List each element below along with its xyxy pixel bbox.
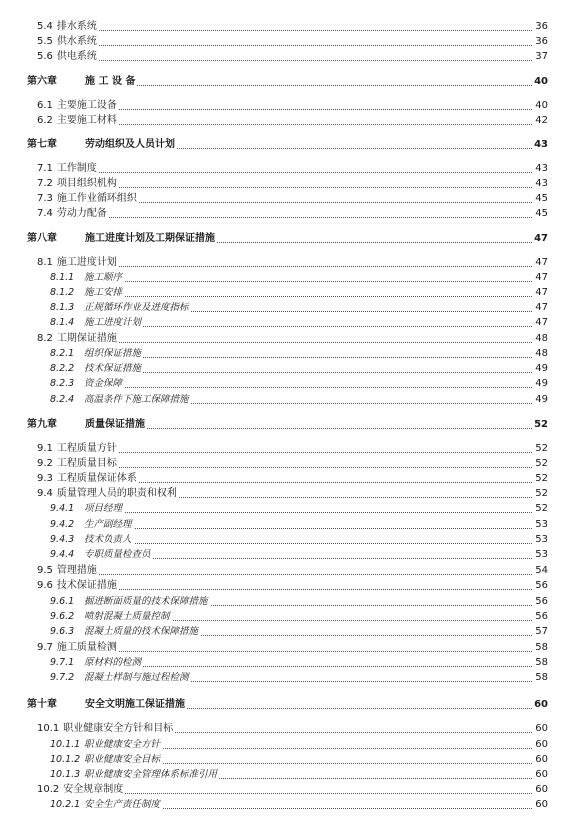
toc-entry-title: 管理措施 xyxy=(56,565,97,576)
toc-entry-number: 第七章 xyxy=(27,139,57,150)
toc-entry[interactable] xyxy=(0,113,581,128)
toc-entry[interactable] xyxy=(0,721,581,736)
toc-entry-number: 9.4 xyxy=(37,488,53,499)
toc-entry-number: 10.1.2 xyxy=(50,754,81,765)
toc-entry[interactable] xyxy=(0,361,581,376)
toc-entry-title: 安全规章制度 xyxy=(63,784,124,795)
toc-entry-title: 职业健康安全方针 xyxy=(84,739,161,750)
toc-entry-number: 9.1 xyxy=(37,443,53,454)
toc-entry-label xyxy=(37,578,119,593)
toc-entry-label xyxy=(37,34,99,49)
toc-entry-label xyxy=(50,547,153,562)
toc-entry[interactable] xyxy=(0,176,581,191)
toc-entry-number: 9.7 xyxy=(37,642,53,653)
toc-entry-label xyxy=(27,417,147,432)
toc-entry[interactable] xyxy=(0,471,581,486)
toc-entry[interactable] xyxy=(0,300,581,315)
toc-entry-label xyxy=(50,285,124,300)
toc-entry-title: 资金保障 xyxy=(84,378,123,389)
toc-entry-title: 劳动力配备 xyxy=(56,208,107,219)
toc-page-number: 42 xyxy=(535,115,548,126)
toc-page-number: 40 xyxy=(535,100,548,111)
toc-entry-number: 7.4 xyxy=(37,208,53,219)
toc-entry-label xyxy=(37,640,119,655)
toc-chapter-entry[interactable] xyxy=(0,417,581,432)
toc-page-number: 45 xyxy=(535,193,548,204)
toc-entry-label xyxy=(27,231,217,246)
toc-entry-label xyxy=(50,300,191,315)
toc-page-number: 52 xyxy=(535,503,548,514)
toc-page-number: 43 xyxy=(534,139,548,150)
toc-entry-label xyxy=(50,315,143,330)
toc-entry-title: 工期保证措施 xyxy=(56,333,117,344)
toc-entry-number: 8.2.4 xyxy=(50,394,75,405)
dot-leader xyxy=(50,296,548,297)
toc-entry-title: 职业健康安全目标 xyxy=(84,754,161,765)
toc-page-number: 52 xyxy=(535,443,548,454)
toc-entry-number: 9.6 xyxy=(37,580,53,591)
toc-entry-label xyxy=(37,456,119,471)
toc-entry[interactable] xyxy=(0,609,581,624)
toc-entry-number: 8.1 xyxy=(37,257,53,268)
toc-entry-label xyxy=(37,176,119,191)
toc-entry[interactable] xyxy=(0,34,581,49)
toc-entry-label xyxy=(37,161,99,176)
toc-entry[interactable] xyxy=(0,737,581,752)
toc-entry-title: 工程质量方针 xyxy=(56,443,117,454)
toc-entry-number: 第九章 xyxy=(27,419,57,430)
toc-page-number: 58 xyxy=(535,672,548,683)
toc-entry[interactable] xyxy=(0,501,581,516)
toc-entry[interactable] xyxy=(0,441,581,456)
toc-page-number: 53 xyxy=(535,549,548,560)
toc-entry-title: 主要施工设备 xyxy=(56,100,117,111)
toc-entry-label xyxy=(37,19,99,34)
toc-entry[interactable] xyxy=(0,270,581,285)
toc-page-number: 45 xyxy=(535,208,548,219)
toc-entry[interactable] xyxy=(0,532,581,547)
toc-entry-number: 第八章 xyxy=(27,233,57,244)
toc-entry-title: 项目经理 xyxy=(84,503,123,514)
toc-entry-title: 生产副经理 xyxy=(84,519,132,530)
toc-entry-label xyxy=(50,609,172,624)
toc-page-number: 43 xyxy=(535,163,548,174)
toc-entry-label xyxy=(37,471,139,486)
toc-entry[interactable] xyxy=(0,782,581,797)
toc-entry[interactable] xyxy=(0,563,581,578)
toc-entry-label xyxy=(50,270,124,285)
toc-chapter-entry[interactable] xyxy=(0,697,581,712)
toc-entry-number: 9.3 xyxy=(37,473,53,484)
toc-entry-title: 工程质量保证体系 xyxy=(56,473,137,484)
toc-entry-number: 10.2.1 xyxy=(50,799,81,810)
toc-entry-number: 第十章 xyxy=(27,699,57,710)
toc-entry[interactable] xyxy=(0,49,581,64)
toc-entry-label xyxy=(37,721,175,736)
toc-page-number: 54 xyxy=(535,565,548,576)
toc-entry-label xyxy=(37,255,119,270)
toc-page-number: 36 xyxy=(535,36,548,47)
toc-entry-number: 9.6.3 xyxy=(50,626,75,637)
toc-entry-label xyxy=(50,752,162,767)
dot-leader xyxy=(37,60,548,61)
dot-leader xyxy=(37,45,548,46)
toc-entry-number: 5.5 xyxy=(37,36,53,47)
toc-page-number: 52 xyxy=(535,458,548,469)
toc-entry-title: 项目组织机构 xyxy=(56,178,117,189)
toc-entry-title: 施工进度计划 xyxy=(84,317,142,328)
toc-entry[interactable] xyxy=(0,315,581,330)
toc-entry-title: 组织保证措施 xyxy=(84,348,142,359)
toc-entry[interactable] xyxy=(0,392,581,407)
toc-entry[interactable] xyxy=(0,206,581,221)
toc-entry-number: 5.4 xyxy=(37,21,53,32)
toc-page-number: 48 xyxy=(535,333,548,344)
toc-entry-label xyxy=(27,137,177,152)
toc-entry-label xyxy=(37,563,99,578)
toc-entry-number: 6.2 xyxy=(37,115,53,126)
toc-entry-number: 7.1 xyxy=(37,163,53,174)
toc-entry-title: 混凝土质量的技术保障措施 xyxy=(84,626,199,637)
toc-page-number: 47 xyxy=(535,317,548,328)
toc-page-number: 48 xyxy=(535,348,548,359)
toc-entry-title: 劳动组织及人员计划 xyxy=(85,139,175,150)
toc-entry-number: 5.6 xyxy=(37,51,53,62)
toc-entry-title: 掘进断面质量的技术保障措施 xyxy=(84,596,208,607)
toc-entry[interactable] xyxy=(0,346,581,361)
toc-entry-label xyxy=(50,517,134,532)
toc-page-number: 53 xyxy=(535,519,548,530)
toc-entry-number: 9.7.2 xyxy=(50,672,75,683)
toc-entry-number: 9.4.4 xyxy=(50,549,75,560)
toc-entry-title: 技术保证措施 xyxy=(84,363,142,374)
toc-entry-label xyxy=(50,767,219,782)
toc-entry-label xyxy=(50,361,143,376)
toc-entry[interactable] xyxy=(0,547,581,562)
toc-entry[interactable] xyxy=(0,486,581,501)
toc-chapter-entry[interactable] xyxy=(0,231,581,246)
toc-entry-number: 9.5 xyxy=(37,565,53,576)
toc-entry-number: 9.4.2 xyxy=(50,519,75,530)
dot-leader xyxy=(50,512,548,513)
toc-entry-number: 7.2 xyxy=(37,178,53,189)
toc-entry-title: 施工质量检测 xyxy=(56,642,117,653)
toc-entry-title: 工作制度 xyxy=(56,163,97,174)
toc-entry-number: 9.4.3 xyxy=(50,534,75,545)
toc-entry[interactable] xyxy=(0,578,581,593)
toc-entry-number: 6.1 xyxy=(37,100,53,111)
toc-entry-number: 8.2.1 xyxy=(50,348,75,359)
toc-chapter-entry[interactable] xyxy=(0,137,581,152)
toc-page-number: 60 xyxy=(535,754,548,765)
toc-entry-title: 施工顺序 xyxy=(84,272,123,283)
toc-page-number: 60 xyxy=(535,739,548,750)
toc-entry[interactable] xyxy=(0,655,581,670)
toc-entry[interactable] xyxy=(0,98,581,113)
toc-entry[interactable] xyxy=(0,191,581,206)
toc-entry[interactable] xyxy=(0,255,581,270)
toc-entry-title: 施工进度计划 xyxy=(56,257,117,268)
toc-entry-number: 9.4.1 xyxy=(50,503,75,514)
toc-entry-title: 施 工 设 备 xyxy=(85,76,136,87)
toc-entry-number: 10.1.3 xyxy=(50,769,81,780)
toc-entry[interactable] xyxy=(0,670,581,685)
toc-page-number: 56 xyxy=(535,596,548,607)
toc-entry-title: 供电系统 xyxy=(56,51,97,62)
toc-page-number: 43 xyxy=(535,178,548,189)
toc-page-number: 60 xyxy=(535,723,548,734)
toc-entry-title: 原材料的检测 xyxy=(84,657,142,668)
toc-entry[interactable] xyxy=(0,594,581,609)
toc-entry-title: 质量管理人员的职责和权利 xyxy=(56,488,177,499)
toc-entry-title: 专职质量检查员 xyxy=(84,549,151,560)
toc-page-number: 58 xyxy=(535,657,548,668)
toc-entry-title: 供水系统 xyxy=(56,36,97,47)
toc-entry-title: 工程质量目标 xyxy=(56,458,117,469)
toc-entry-label xyxy=(50,376,124,391)
toc-page-number: 49 xyxy=(535,378,548,389)
toc-entry-number: 10.1 xyxy=(37,723,60,734)
toc-entry-number: 9.2 xyxy=(37,458,53,469)
toc-entry-title: 主要施工材料 xyxy=(56,115,117,126)
toc-page-number: 53 xyxy=(535,534,548,545)
toc-entry-label xyxy=(50,655,143,670)
toc-entry-label xyxy=(27,697,187,712)
toc-entry-label xyxy=(37,113,119,128)
toc-entry-title: 施工作业循环组织 xyxy=(56,193,137,204)
toc-entry-label xyxy=(50,797,162,812)
toc-entry-label xyxy=(50,346,143,361)
toc-page-number: 60 xyxy=(535,799,548,810)
toc-entry-number: 8.1.1 xyxy=(50,272,75,283)
toc-entry-number: 9.6.1 xyxy=(50,596,75,607)
toc-entry-number: 8.1.3 xyxy=(50,302,75,313)
dot-leader xyxy=(37,574,548,575)
toc-page-number: 58 xyxy=(535,642,548,653)
toc-entry-label xyxy=(50,501,124,516)
toc-entry-label xyxy=(37,49,99,64)
toc-entry-label xyxy=(50,532,134,547)
toc-entry-label xyxy=(37,441,119,456)
toc-page-number: 52 xyxy=(535,473,548,484)
toc-entry-number: 第六章 xyxy=(27,76,57,87)
toc-page-number: 36 xyxy=(535,21,548,32)
toc-page-number: 60 xyxy=(535,769,548,780)
toc-page-number: 47 xyxy=(535,272,548,283)
toc-entry[interactable] xyxy=(0,752,581,767)
toc-page-number: 47 xyxy=(535,302,548,313)
toc-entry-label xyxy=(37,486,179,501)
toc-entry-title: 高温条件下施工保障措施 xyxy=(84,394,189,405)
dot-leader xyxy=(37,217,548,218)
toc-entry-label xyxy=(50,737,162,752)
toc-entry[interactable] xyxy=(0,640,581,655)
toc-entry-label xyxy=(50,670,191,685)
toc-entry[interactable] xyxy=(0,285,581,300)
toc-entry-label xyxy=(37,98,119,113)
toc-entry-label xyxy=(27,74,137,89)
toc-entry[interactable] xyxy=(0,331,581,346)
toc-entry-title: 施工安排 xyxy=(84,287,123,298)
toc-page-number: 40 xyxy=(534,76,548,87)
dot-leader xyxy=(37,30,548,31)
dot-leader xyxy=(50,387,548,388)
toc-chapter-entry[interactable] xyxy=(0,74,581,89)
toc-entry-number: 10.1.1 xyxy=(50,739,81,750)
toc-page-number: 57 xyxy=(535,626,548,637)
toc-entry-title: 技术负责人 xyxy=(84,534,132,545)
toc-page-number: 49 xyxy=(535,363,548,374)
toc-entry-title: 施工进度计划及工期保证措施 xyxy=(85,233,215,244)
toc-entry-title: 技术保证措施 xyxy=(56,580,117,591)
dot-leader xyxy=(37,172,548,173)
toc-page-number: 47 xyxy=(534,233,548,244)
toc-entry[interactable] xyxy=(0,797,581,812)
toc-entry-label xyxy=(37,331,119,346)
toc-entry[interactable] xyxy=(0,624,581,639)
toc-entry-number: 8.1.2 xyxy=(50,287,75,298)
toc-entry-label xyxy=(50,624,200,639)
toc-page-number: 56 xyxy=(535,611,548,622)
toc-entry-title: 混凝土样制与施过程检测 xyxy=(84,672,189,683)
toc-entry-number: 9.6.2 xyxy=(50,611,75,622)
toc-entry-title: 排水系统 xyxy=(56,21,97,32)
toc-entry-title: 喷射混凝土质量控制 xyxy=(84,611,170,622)
toc-entry-number: 7.3 xyxy=(37,193,53,204)
toc-entry-number: 8.2.2 xyxy=(50,363,75,374)
toc-entry-number: 8.1.4 xyxy=(50,317,75,328)
toc-entry-label xyxy=(37,191,139,206)
toc-entry-number: 10.2 xyxy=(37,784,60,795)
toc-page-number: 56 xyxy=(535,580,548,591)
dot-leader xyxy=(50,281,548,282)
toc-entry[interactable] xyxy=(0,456,581,471)
toc-page-number: 52 xyxy=(534,419,548,430)
toc-page-number: 49 xyxy=(535,394,548,405)
toc-entry-title: 安全生产责任制度 xyxy=(84,799,161,810)
toc-page-number: 47 xyxy=(535,287,548,298)
toc-entry[interactable] xyxy=(0,19,581,34)
toc-entry[interactable] xyxy=(0,161,581,176)
toc-page-number: 37 xyxy=(535,51,548,62)
toc-entry-title: 安全文明施工保证措施 xyxy=(85,699,185,710)
toc-entry-title: 质量保证措施 xyxy=(85,419,145,430)
toc-entry[interactable] xyxy=(0,517,581,532)
toc-entry[interactable] xyxy=(0,376,581,391)
toc-entry-number: 8.2 xyxy=(37,333,53,344)
toc-entry[interactable] xyxy=(0,767,581,782)
toc-page-number: 52 xyxy=(535,488,548,499)
toc-entry-label xyxy=(50,594,210,609)
toc-entry-title: 职业健康安全管理体系标准引用 xyxy=(84,769,218,780)
toc-entry-number: 8.2.3 xyxy=(50,378,75,389)
toc-entry-title: 正规循环作业及进度指标 xyxy=(84,302,189,313)
toc-entry-label xyxy=(37,206,109,221)
toc-entry-label xyxy=(50,392,191,407)
toc-page-number: 47 xyxy=(535,257,548,268)
toc-page-number: 60 xyxy=(534,699,548,710)
toc-entry-label xyxy=(37,782,125,797)
toc-page-number: 60 xyxy=(535,784,548,795)
toc-entry-title: 职业健康安全方针和目标 xyxy=(63,723,174,734)
toc-entry-number: 9.7.1 xyxy=(50,657,75,668)
